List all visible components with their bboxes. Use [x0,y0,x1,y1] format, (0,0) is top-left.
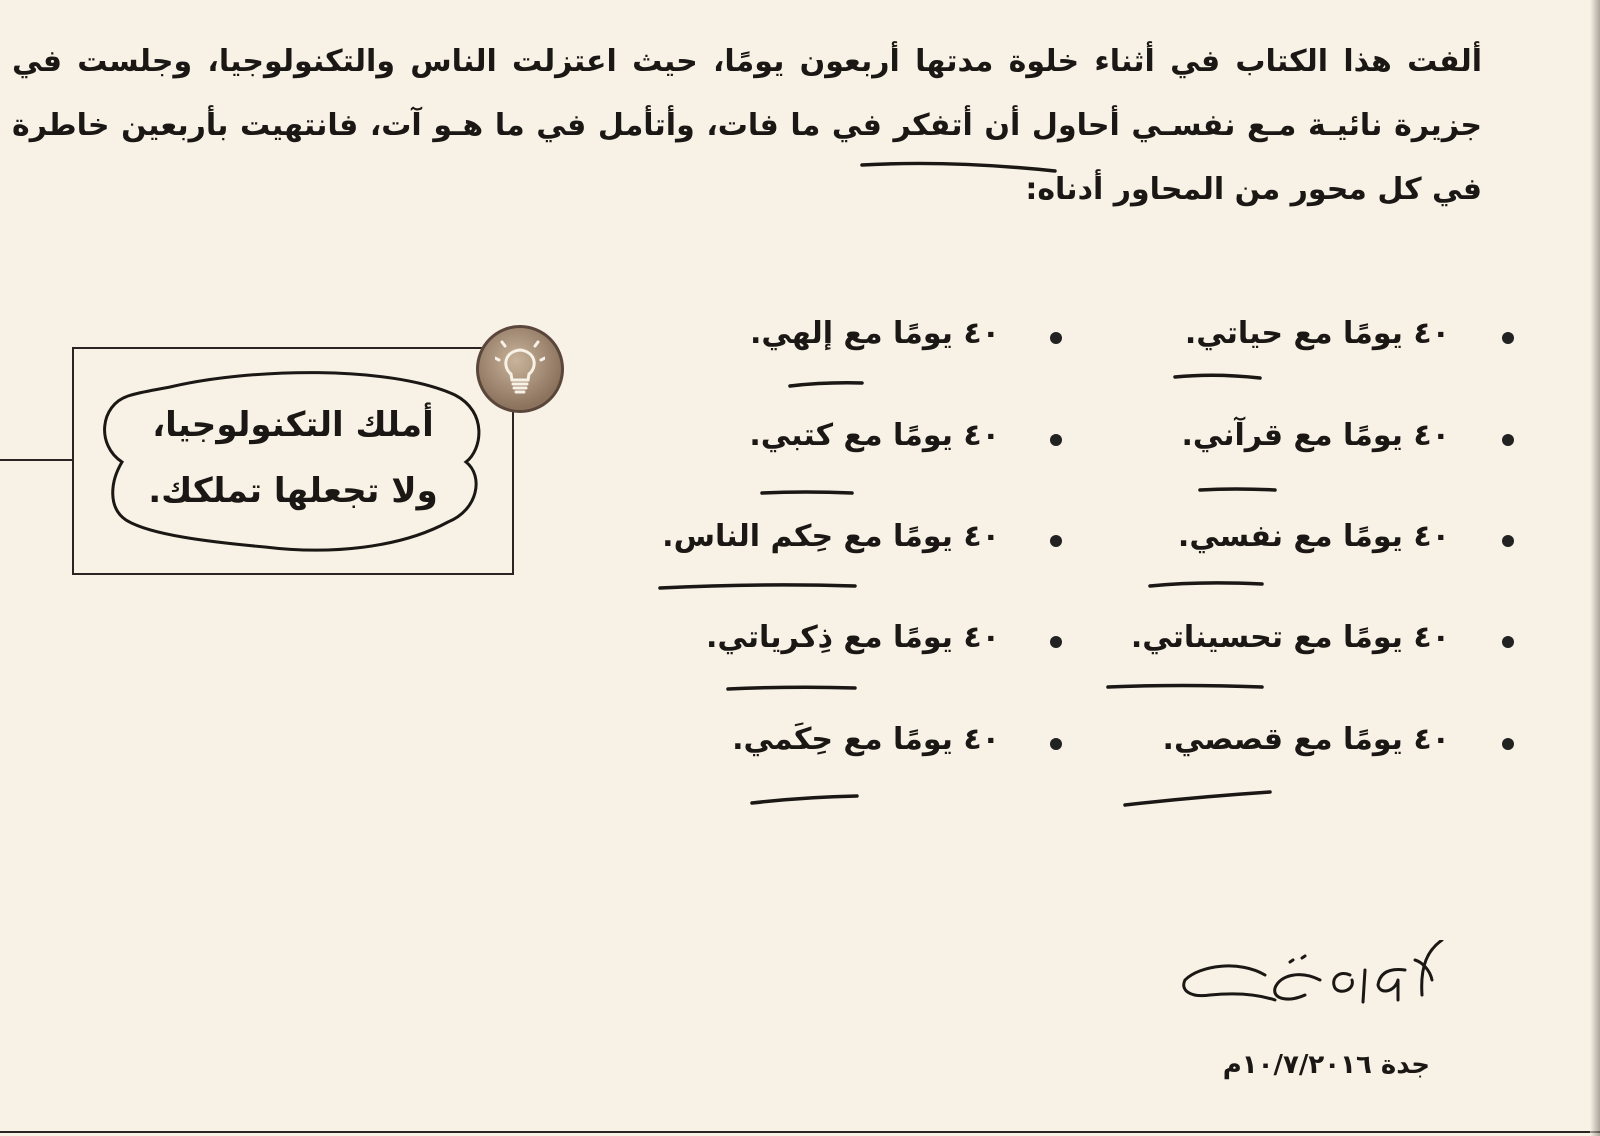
topic-item [749,418,1000,453]
topic-item [706,620,1000,655]
topic-underline [1175,375,1260,378]
callout-quote [128,392,458,524]
bullet-dot [1502,434,1514,446]
bullet-dot [1050,738,1062,750]
page-bottom-edge [0,1131,1600,1133]
topic-label: ٤٠ يومًا مع تحسيناتي. [1130,620,1450,655]
bullet-dot [1050,332,1062,344]
bullet-dot [1502,738,1514,750]
topic-label: ٤٠ يومًا مع حِكَمي. [732,722,1000,757]
topic-item [662,519,1000,554]
topic-label: ٤٠ يومًا مع كتبي. [749,418,1000,453]
lightbulb-icon [495,340,545,396]
handwritten-signature [1180,940,1460,1030]
topic-item [1181,418,1450,453]
topic-underline [660,585,855,588]
intro-paragraph: ألفت هذا الكتاب في أثناء خلوة مدتها أربعون يومًا، حيث اعتزلت الناس والتكنولوجيا، وجلست في جزيرة نائيـة مـع نفسـي أحاول أن أتفكر في ما فات، وأتأمل في ما هـو آت، فانتهيت بأربعين خاطرة في كل محور من المحاور أدناه: [12,44,1482,207]
page-right-shadow [1590,0,1600,1136]
topic-underline [790,383,862,386]
topic-label: ٤٠ يومًا مع ذِكرياتي. [706,620,1000,655]
topic-item [1185,316,1450,351]
topic-label: ٤٠ يومًا مع حياتي. [1184,316,1450,351]
callout-line-2: ولا تجعلها تملكك. [148,471,438,511]
topic-item [1163,722,1450,757]
bullet-dot [1050,636,1062,648]
bullet-dot [1050,535,1062,547]
bullet-dot [1502,332,1514,344]
bullet-dot [1502,535,1514,547]
topic-underline [1108,686,1262,688]
topic-underline [1200,489,1275,490]
topic-underline [752,796,857,803]
topic-label: ٤٠ يومًا مع إلهي. [749,316,1000,351]
topic-underline [762,492,852,493]
topic-item [1178,519,1450,554]
topic-label: ٤٠ يومًا مع قصصي. [1162,722,1450,757]
bullet-dot [1502,636,1514,648]
topic-underline [1125,792,1270,805]
place-and-date: جدة ١٠/٧/٢٠١٦م [1222,1050,1430,1080]
topic-label: ٤٠ يومًا مع نفسي. [1177,519,1450,554]
topic-label: ٤٠ يومًا مع قرآني. [1181,418,1450,453]
topic-underline [728,687,855,689]
bullet-dot [1050,434,1062,446]
topic-item [732,722,1000,757]
lightbulb-badge [476,325,564,413]
topic-label: ٤٠ يومًا مع حِكم الناس. [662,519,1000,554]
callout-connector-line [0,459,72,461]
topic-item [1131,620,1450,655]
topic-underline [1150,583,1262,586]
topic-item [750,316,1000,351]
callout-line-1: أملك التكنولوجيا، [152,405,434,445]
